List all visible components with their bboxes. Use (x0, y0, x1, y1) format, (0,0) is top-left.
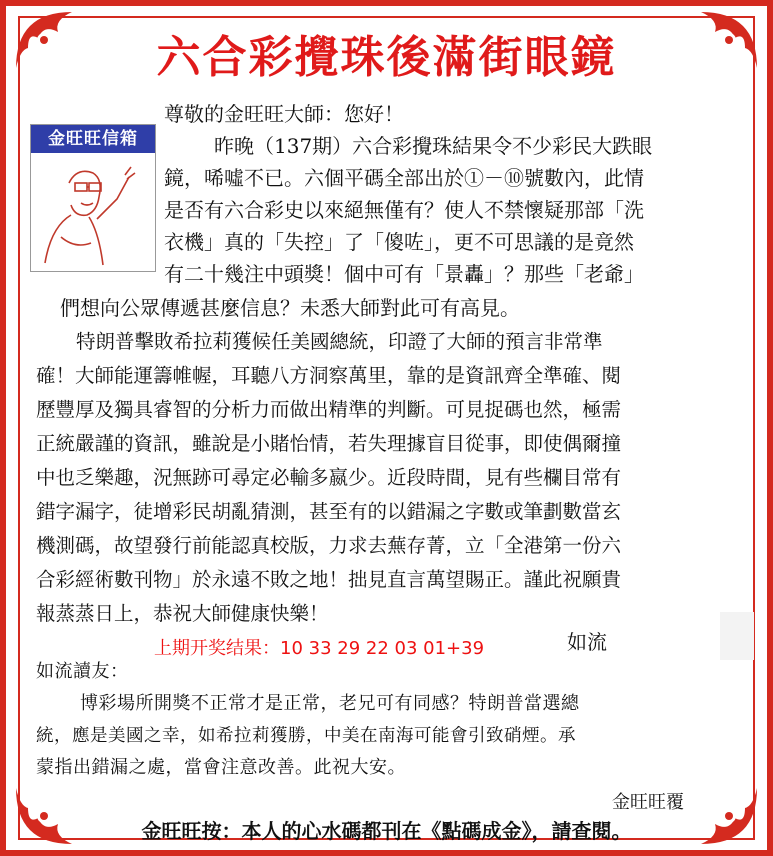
letter-line: 正統嚴謹的資訊，雖說是小賭怡情，若失理據盲目從事，即使偶爾撞 (36, 432, 622, 455)
reply-line: 統，應是美國之幸，如希拉莉獲勝，中美在南海可能會引致硝煙。承 (36, 726, 576, 746)
letter-line: 確！大師能運籌帷幄，耳聽八方洞察萬里，靠的是資訊齊全準確、閱 (36, 364, 622, 387)
letter-line: 特朗普擊敗希拉莉獲候任美國總統，印證了大師的預言非常準 (76, 330, 603, 353)
letter-line: 歷豐厚及獨具睿智的分析力而做出精準的判斷。可見捉碼也然，極需 (36, 398, 622, 421)
letter-line: 是否有六合彩史以來絕無僅有？使人不禁懷疑那部「洗 (164, 198, 644, 222)
letter-line: 錯字漏字，徒增彩民胡亂猜測，甚至有的以錯漏之字數或筆劃數當玄 (36, 500, 622, 523)
reply-line: 蒙指出錯漏之處，當會注意改善。此祝大安。 (36, 757, 406, 778)
letter-line: 中也乏樂趣，況無跡可尋定必輸多嬴少。近段時間，見有些欄目常有 (36, 466, 622, 489)
letter-line: 衣機」真的「失控」了「傻咗」，更不可思議的是竟然 (164, 230, 634, 254)
letter-line: 合彩經術數刊物」於永遠不敗之地！拙見直言萬望賜正。謹此祝願貴 (36, 568, 622, 591)
reply-line: 博彩場所開獎不正常才是正常，老兄可有同感？特朗普當選總 (80, 693, 580, 714)
previous-result-banner: 上期开奖结果：10 33 29 22 03 01+39 (154, 638, 485, 659)
letter-signature: 如流 (567, 630, 607, 654)
letter-line: 機測碼，故望發行前能認真校版，力求去蕪存菁，立「全港第一份六 (36, 534, 622, 557)
reply-signature: 金旺旺覆 (612, 792, 684, 813)
letter-line: 鏡，唏噓不已。六個平碼全部出於①－⑩號數內，此情 (164, 166, 644, 190)
column-badge-label: 金旺旺信箱 (31, 125, 155, 153)
letter-line: 昨晚（137期）六合彩攪珠結果令不少彩民大跌眼 (214, 134, 653, 158)
scan-smudge (720, 612, 754, 660)
reply-salutation: 如流讀友： (36, 661, 129, 682)
letter-line: 報蒸蒸日上，恭祝大師健康快樂！ (36, 602, 329, 625)
letter-line: 們想向公眾傳遞甚麼信息？未悉大師對此可有高見。 (60, 296, 520, 320)
letter-line: 有二十幾注中頭獎！個中可有「景轟」？那些「老爺」 (164, 262, 644, 286)
footer-note: 金旺旺按：本人的心水碼都刊在《點碼成金》，請查閱。 (141, 819, 632, 843)
page-title: 六合彩攪珠後滿街眼鏡 (156, 32, 617, 83)
letter-line: 尊敬的金旺旺大師：您好！ (164, 102, 404, 126)
